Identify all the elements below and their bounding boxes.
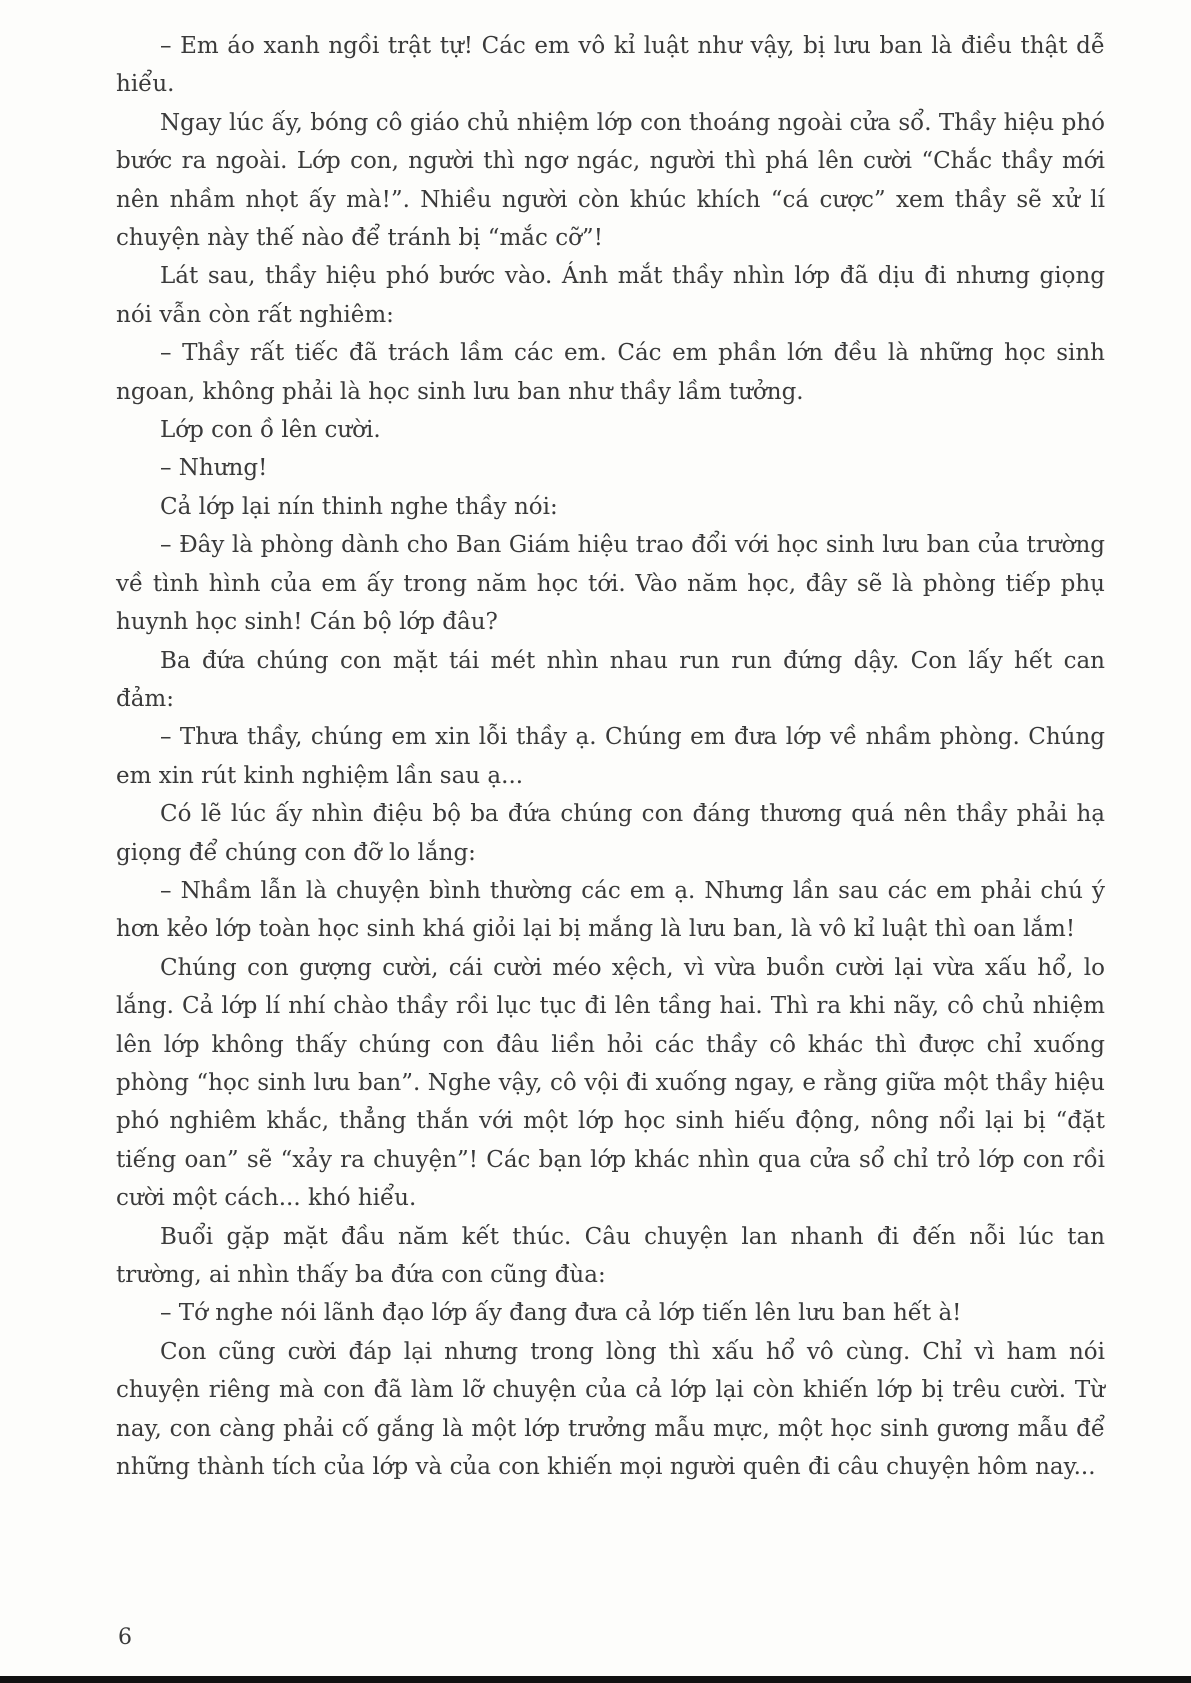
paragraph: Cả lớp lại nín thinh nghe thầy nói:	[160, 493, 558, 520]
paragraph: – Thưa thầy, chúng em xin lỗi thầy ạ. Chúng em đưa lớp về nhầm phòng. Chúng em xin rút kinh nghiệm lần sau ạ...	[116, 724, 1105, 789]
paragraph: Ngay lúc ấy, bóng cô giáo chủ nhiệm lớp con thoáng ngoài cửa sổ. Thầy hiệu phó bước ra ngoài. Lớp con, người thì ngơ ngác, người thì phá lên cười “Chắc thầy mới nên nhầm nhọt ấy mà!”. Nhiều người còn khúc khích “cá cược” xem thầy sẽ xử lí chuyện này thế nào để tránh bị “mắc cỡ”!	[116, 109, 1105, 252]
paragraph: Chúng con gượng cười, cái cười méo xệch, vì vừa buồn cười lại vừa xấu hổ, lo lắng. Cả lớp lí nhí chào thầy rồi lục tục đi lên tầng hai. Thì ra khi nãy, cô chủ nhiệm lên lớp không thấy chúng con đâu liền hỏi các thầy cô khác thì được chỉ xuống phòng “học sinh lưu ban”. Nghe vậy, cô vội đi xuống ngay, e rằng giữa một thầy hiệu phó nghiêm khắc, thẳng thắn với một lớp học sinh hiếu động, nông nổi lại bị “đặt tiếng oan” sẽ “xảy ra chuyện”! Các bạn lớp khác nhìn qua cửa sổ chỉ trỏ lớp con rồi cười một cách... khó hiểu.	[116, 954, 1105, 1212]
paragraph: Lớp con ồ lên cười.	[160, 417, 381, 444]
paragraph: Ba đứa chúng con mặt tái mét nhìn nhau run run đứng dậy. Con lấy hết can đảm:	[116, 647, 1105, 712]
body-text	[116, 27, 1105, 1486]
paragraph: Lát sau, thầy hiệu phó bước vào. Ánh mắt thầy nhìn lớp đã dịu đi nhưng giọng nói vẫn còn rất nghiêm:	[116, 263, 1105, 328]
paragraph: Buổi gặp mặt đầu năm kết thúc. Câu chuyện lan nhanh đi đến nỗi lúc tan trường, ai nhìn thấy ba đứa con cũng đùa:	[116, 1223, 1105, 1288]
paragraph: – Nhầm lẫn là chuyện bình thường các em ạ. Nhưng lần sau các em phải chú ý hơn kẻo lớp toàn học sinh khá giỏi lại bị mắng là lưu ban, là vô kỉ luật thì oan lắm!	[116, 877, 1105, 943]
bottom-divider	[0, 1676, 1191, 1683]
paragraph: – Nhưng!	[160, 455, 268, 482]
paragraph: – Đây là phòng dành cho Ban Giám hiệu trao đổi với học sinh lưu ban của trường về tình hình của em ấy trong năm học tới. Vào năm học, đây sẽ là phòng tiếp phụ huynh học sinh! Cán bộ lớp đâu?	[116, 532, 1105, 636]
paragraph: Có lẽ lúc ấy nhìn điệu bộ ba đứa chúng con đáng thương quá nên thầy phải hạ giọng để chúng con đỡ lo lắng:	[116, 801, 1105, 866]
paragraph: – Thầy rất tiếc đã trách lầm các em. Các em phần lớn đều là những học sinh ngoan, không phải là học sinh lưu ban như thầy lầm tưởng.	[116, 340, 1105, 405]
page-number: 6	[118, 1625, 132, 1650]
paragraph: – Tớ nghe nói lãnh đạo lớp ấy đang đưa cả lớp tiến lên lưu ban hết à!	[160, 1300, 962, 1327]
paragraph: Con cũng cười đáp lại nhưng trong lòng thì xấu hổ vô cùng. Chỉ vì ham nói chuyện riêng mà con đã làm lỡ chuyện của cả lớp lại còn khiến lớp bị trêu cười. Từ nay, con càng phải cố gắng là một lớp trưởng mẫu mực, một học sinh gương mẫu để những thành tích của lớp và của con khiến mọi người quên đi câu chuyện hôm nay...	[116, 1338, 1105, 1481]
paragraph: – Em áo xanh ngồi trật tự! Các em vô kỉ luật như vậy, bị lưu ban là điều thật dễ hiểu.	[116, 33, 1105, 98]
